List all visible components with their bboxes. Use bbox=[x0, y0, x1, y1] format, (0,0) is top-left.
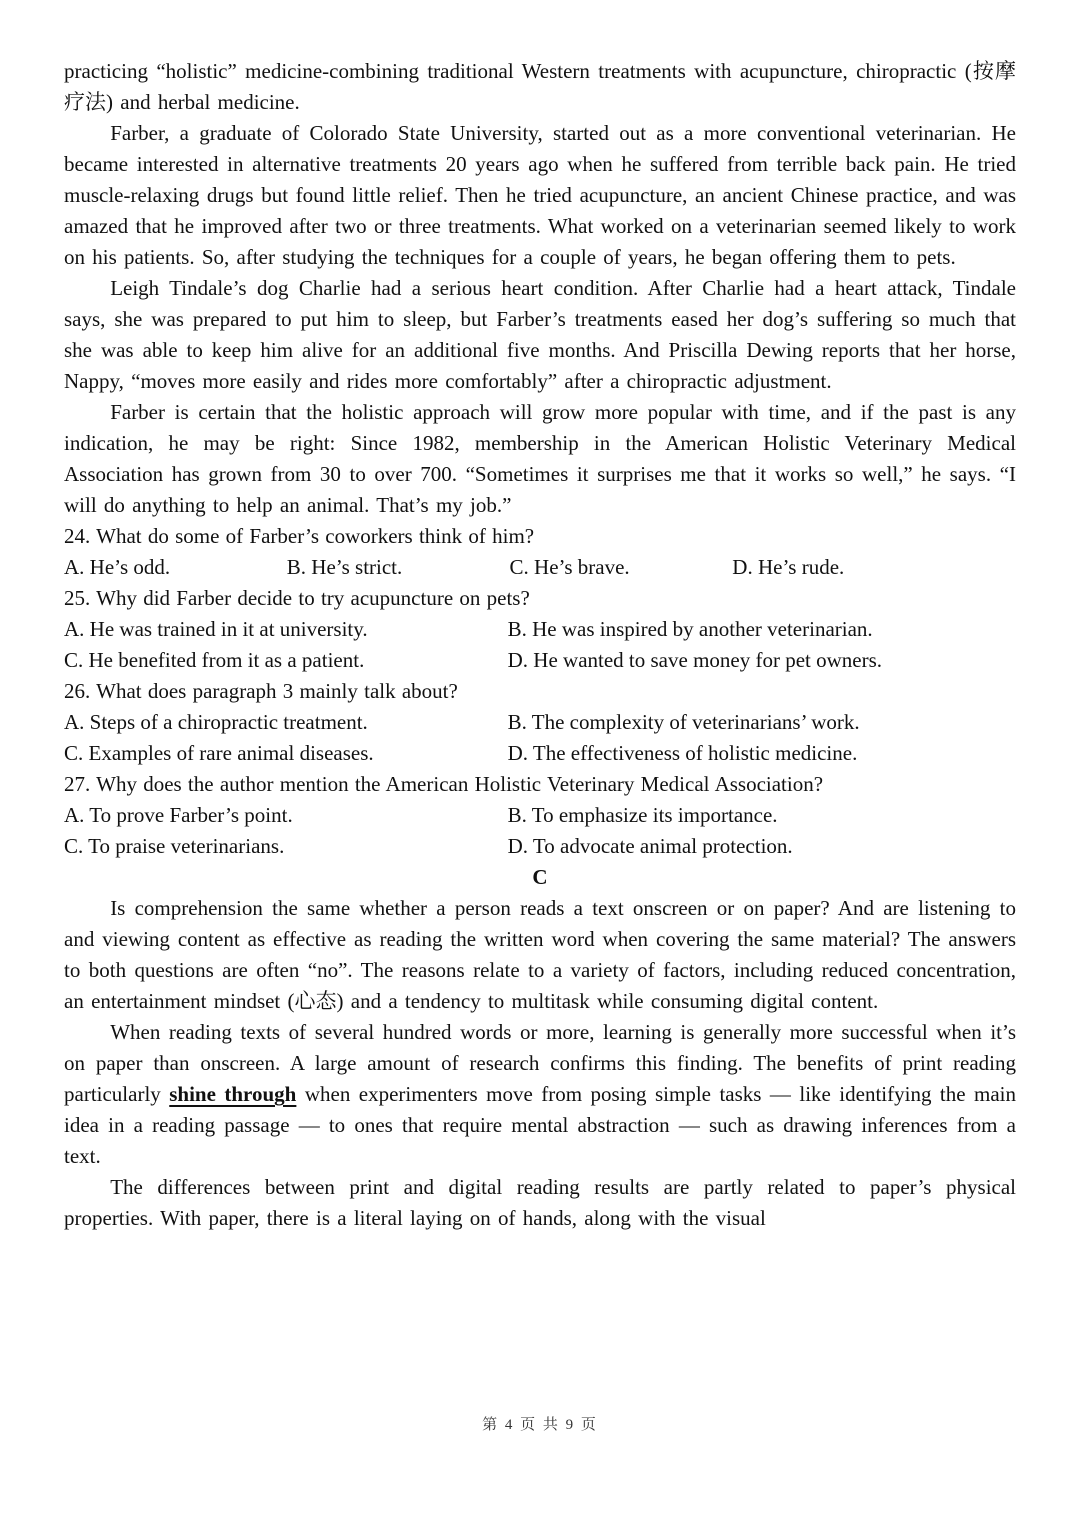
document-body bbox=[64, 56, 1016, 1234]
paragraph-text: Leigh Tindale’s dog Charlie had a serious heart condition. After Charlie had a heart attack, Tindale says, she was prepared to put him to sleep, but Farber’s treatments eased her dog’s suffering so much that she was able to keep him alive for an additional five months. And Priscilla Dewing reports that her horse, Nappy, “moves more easily and rides more comfortably” after a chiropractic adjustment. bbox=[64, 276, 1016, 393]
answer-option: C. He’s brave. bbox=[509, 555, 630, 579]
paragraph bbox=[64, 1017, 1016, 1172]
answer-option: D. He wanted to save money for pet owners. bbox=[507, 648, 883, 672]
paragraph bbox=[64, 118, 1016, 273]
answer-option: B. To emphasize its importance. bbox=[507, 803, 778, 827]
options-row bbox=[64, 707, 1016, 738]
page-footer: 第 4 页 共 9 页 bbox=[482, 1417, 598, 1433]
answer-option: B. He was inspired by another veterinarian. bbox=[507, 617, 873, 641]
question-stem: 25. Why did Farber decide to try acupuncture on pets? bbox=[64, 586, 530, 610]
answer-option: A. Steps of a chiropractic treatment. bbox=[64, 710, 368, 734]
paragraph bbox=[64, 397, 1016, 521]
paragraph bbox=[64, 893, 1016, 1017]
answer-option: D. The effectiveness of holistic medicine. bbox=[507, 741, 858, 765]
options-row bbox=[64, 738, 1016, 769]
question-stem: 24. What do some of Farber’s coworkers think of him? bbox=[64, 524, 535, 548]
options-row bbox=[64, 800, 1016, 831]
paragraph bbox=[64, 56, 1016, 118]
options-row bbox=[64, 552, 1016, 583]
paragraph-text: Farber is certain that the holistic approach will grow more popular with time, and if the past is any indication, he may be right: Since 1982, membership in the American Holistic Veterinary Medical Association has grown from 30 to over 700. “Sometimes it surprises me that it works so well,” he says. “I will do anything to help an animal. That’s my job.” bbox=[64, 400, 1016, 517]
question-block bbox=[64, 769, 1016, 862]
section-heading: C bbox=[532, 865, 548, 889]
options-row bbox=[64, 614, 1016, 645]
answer-option: D. To advocate animal protection. bbox=[507, 834, 793, 858]
paragraph bbox=[64, 1172, 1016, 1234]
question-stem: 27. Why does the author mention the American Holistic Veterinary Medical Association? bbox=[64, 772, 824, 796]
highlighted-phrase: shine through bbox=[169, 1082, 297, 1106]
paragraph-text: The differences between print and digital reading results are partly related to paper’s physical properties. With paper, there is a literal laying on of hands, along with the visual bbox=[64, 1175, 1016, 1230]
answer-option: D. He’s rude. bbox=[732, 555, 845, 579]
answer-option: C. To praise veterinarians. bbox=[64, 834, 285, 858]
answer-option: A. To prove Farber’s point. bbox=[64, 803, 293, 827]
answer-option: B. He’s strict. bbox=[286, 555, 403, 579]
answer-option: B. The complexity of veterinarians’ work. bbox=[507, 710, 860, 734]
paragraph-text: When reading texts of several hundred words or more, learning is generally more successful when it’s on paper than onscreen. A large amount of research confirms this finding. The benefits of print reading particularly bbox=[64, 1020, 1016, 1106]
question-block bbox=[64, 583, 1016, 676]
answer-option: C. Examples of rare animal diseases. bbox=[64, 741, 374, 765]
answer-option: C. He benefited from it as a patient. bbox=[64, 648, 365, 672]
paragraph-text: when experimenters move from posing simple tasks — like identifying the main idea in a reading passage — to ones that require mental abstraction — such as drawing inferences from a text. bbox=[64, 1082, 1016, 1168]
paragraph-text: practicing “holistic” medicine-combining traditional Western treatments with acupuncture, chiropractic (按摩疗法) and herbal medicine. bbox=[64, 59, 1016, 114]
options-row bbox=[64, 831, 1016, 862]
answer-option: A. He was trained in it at university. bbox=[64, 617, 368, 641]
options-row bbox=[64, 645, 1016, 676]
question-stem: 26. What does paragraph 3 mainly talk about? bbox=[64, 679, 458, 703]
paragraph-text: Farber, a graduate of Colorado State University, started out as a more conventional veterinarian. He became interested in alternative treatments 20 years ago when he suffered from terrible back pain. He tried muscle-relaxing drugs but found little relief. Then he tried acupuncture, an ancient Chinese practice, and was amazed that he improved after two or three treatments. What worked on a veterinarian seemed likely to work on his patients. So, after studying the techniques for a couple of years, he began offering them to pets. bbox=[64, 121, 1016, 269]
question-block bbox=[64, 676, 1016, 769]
paragraph bbox=[64, 273, 1016, 397]
question-block bbox=[64, 521, 1016, 583]
paragraph-text: Is comprehension the same whether a person reads a text onscreen or on paper? And are listening to and viewing content as effective as reading the written word when covering the same material? The answers to both questions are often “no”. The reasons relate to a variety of factors, including reduced concentration, an entertainment mindset (心态) and a tendency to multitask while consuming digital content. bbox=[64, 896, 1016, 1013]
answer-option: A. He’s odd. bbox=[64, 555, 171, 579]
